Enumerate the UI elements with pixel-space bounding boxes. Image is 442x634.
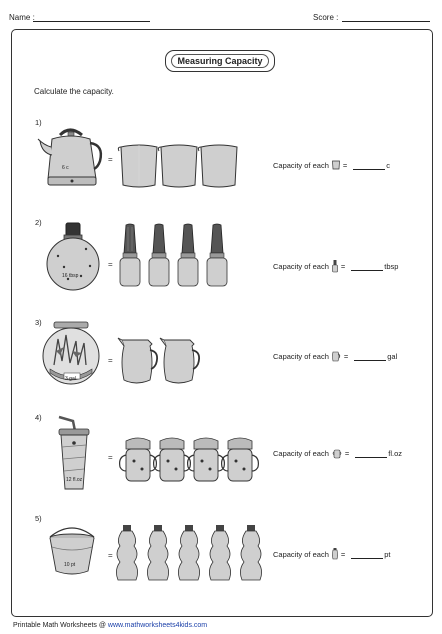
problem-5-equals: = bbox=[108, 551, 113, 560]
bowl-capacity-label: 3 gal bbox=[65, 376, 76, 382]
sippy-cup-icon bbox=[120, 438, 157, 481]
unit-label: tbsp bbox=[384, 261, 399, 271]
sippy-cup-icon bbox=[154, 438, 191, 481]
equals-sign: = bbox=[344, 449, 350, 458]
kettle-icon bbox=[38, 127, 108, 189]
equals-sign: = bbox=[343, 352, 349, 361]
bucket-capacity-label: 10 pt bbox=[64, 562, 76, 568]
round-bottle-icon bbox=[46, 221, 102, 291]
pitcher-small-icon bbox=[332, 351, 341, 362]
problem-5-answer-row bbox=[273, 548, 391, 560]
capacity-of-each-label: Capacity of each bbox=[273, 261, 329, 271]
score-field[interactable] bbox=[342, 21, 430, 22]
equals-sign: = bbox=[340, 261, 346, 271]
cup-icon bbox=[118, 145, 157, 187]
problem-4-number: 4) bbox=[35, 413, 42, 422]
problem-1-number: 1) bbox=[35, 118, 42, 127]
bottle-capacity-label: 16 tbsp bbox=[62, 273, 79, 279]
page-title: Measuring Capacity bbox=[171, 54, 268, 68]
capacity-of-each-label: Capacity of each bbox=[273, 449, 329, 458]
answer-field-1[interactable] bbox=[353, 161, 385, 170]
water-bottle-small-icon bbox=[332, 548, 338, 560]
problem-4-answer-row bbox=[273, 448, 402, 459]
water-bottle-icon bbox=[209, 525, 230, 580]
unit-label: fl.oz bbox=[388, 449, 403, 458]
nail-polish-icon bbox=[207, 224, 227, 286]
title-box bbox=[165, 50, 275, 72]
unit-label: c bbox=[386, 160, 391, 170]
pitcher-icon bbox=[160, 338, 199, 383]
answer-field-3[interactable] bbox=[354, 352, 386, 361]
problem-2-number: 2) bbox=[35, 218, 42, 227]
problem-1-equals: = bbox=[108, 155, 113, 164]
sippy-cup-icon bbox=[222, 438, 259, 481]
measures-row bbox=[118, 223, 238, 291]
score-label: Score : bbox=[313, 13, 339, 22]
kettle-capacity-label: 6 c bbox=[62, 165, 69, 171]
unit-label: gal bbox=[387, 352, 398, 361]
water-bottle-icon bbox=[147, 525, 168, 580]
instruction-text: Calculate the capacity. bbox=[34, 87, 114, 96]
equals-sign: = bbox=[342, 160, 348, 170]
water-bottle-icon bbox=[178, 525, 199, 580]
problem-2-equals: = bbox=[108, 260, 113, 269]
nail-polish-icon bbox=[178, 224, 198, 286]
problem-3-equals: = bbox=[108, 356, 113, 365]
footer-text: Printable Math Worksheets @ bbox=[13, 622, 106, 629]
bucket-icon bbox=[46, 527, 98, 577]
capacity-of-each-label: Capacity of each bbox=[273, 549, 329, 559]
nail-polish-small-icon bbox=[332, 260, 338, 272]
problem-3-answer-row bbox=[273, 351, 397, 362]
measures-row bbox=[119, 141, 269, 189]
name-label: Name : bbox=[9, 13, 35, 22]
problem-2-answer-row bbox=[273, 260, 398, 272]
measures-row bbox=[120, 437, 260, 487]
measures-row bbox=[116, 524, 268, 584]
problem-4-equals: = bbox=[108, 453, 113, 462]
footer-link[interactable]: www.mathworksheets4kids.com bbox=[107, 622, 208, 629]
cup-icon bbox=[158, 145, 197, 187]
answer-field-4[interactable] bbox=[355, 449, 387, 458]
cup-icon bbox=[198, 145, 237, 187]
problem-5-number: 5) bbox=[35, 514, 42, 523]
problem-1-answer-row bbox=[273, 160, 390, 170]
answer-field-2[interactable] bbox=[351, 262, 383, 271]
answer-field-5[interactable] bbox=[351, 550, 383, 559]
nail-polish-icon bbox=[149, 224, 169, 286]
sippy-cup-icon bbox=[188, 438, 225, 481]
capacity-of-each-label: Capacity of each bbox=[273, 352, 329, 361]
footer bbox=[13, 622, 207, 629]
equals-sign: = bbox=[340, 549, 346, 559]
water-bottle-icon bbox=[116, 525, 137, 580]
pitcher-icon bbox=[118, 338, 157, 383]
nail-polish-icon bbox=[120, 224, 140, 286]
name-field[interactable] bbox=[33, 21, 150, 22]
water-bottle-icon bbox=[240, 525, 261, 580]
measures-row bbox=[118, 336, 200, 386]
cup-small-icon bbox=[332, 160, 340, 170]
unit-label: pt bbox=[384, 549, 391, 559]
soda-capacity-label: 12 fl.oz bbox=[66, 477, 83, 483]
sippy-cup-small-icon bbox=[332, 448, 342, 459]
capacity-of-each-label: Capacity of each bbox=[273, 160, 329, 170]
problem-3-number: 3) bbox=[35, 318, 42, 327]
